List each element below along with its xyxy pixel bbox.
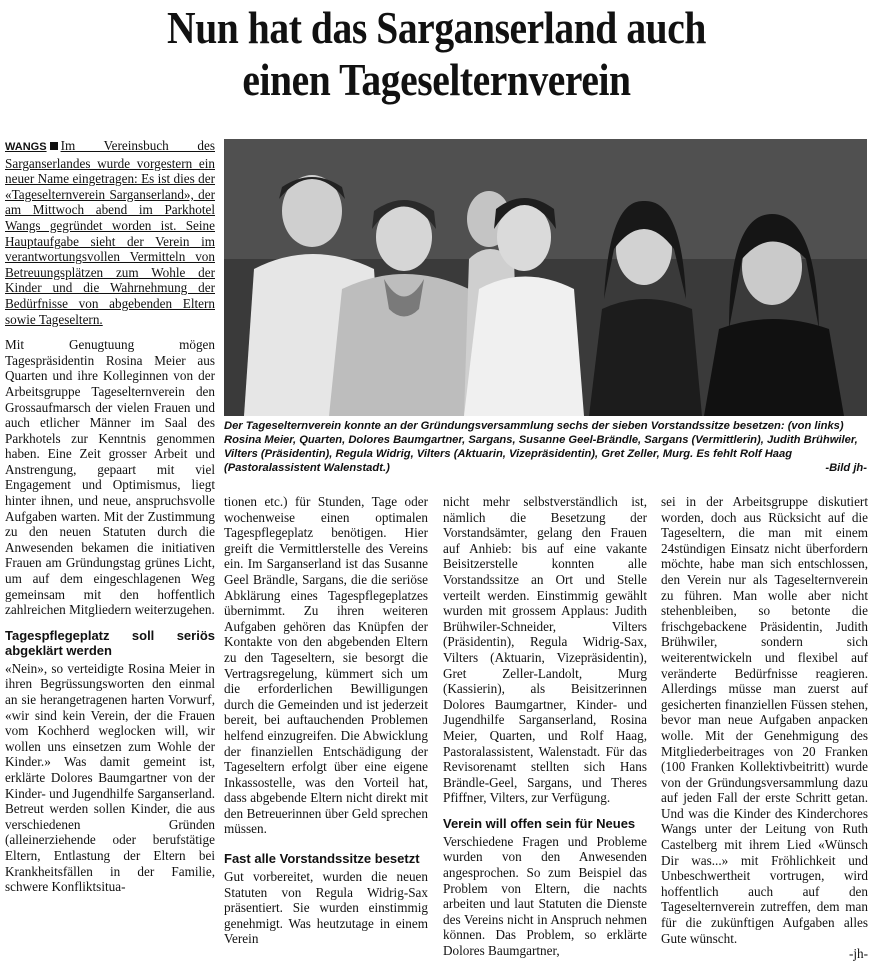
body-paragraph: Mit Genugtuung mögen Tagespräsidentin Rosina Meier aus Quarten und ihre Kolleginnen von der Arbeitsgruppe Tageselternverein den Grossaufmarsch der vielen Frauen und auch etlicher Männer im Saal des Parkhotels zur Kenntnis genommen haben. Eine Zeit grosser Arbeit und Anstrengung, gepaart mit viel Engagement und Optimismus, liegt hinter ihnen, und neue, anspruchsvolle Aufgaben warten. Mit der Zustimmung zu den neuen Statuten durch die Anwesenden bekamen die initiativen Frauen am Gründungstag grünes Licht, um auf dem eingeschlagenen Weg gemeinsam mit den hoffentlich zahlreichen Mitgliedern weiterzugehen. — [5, 337, 215, 618]
group-photo-illustration — [224, 139, 867, 416]
column-2 — [224, 494, 428, 947]
column-1 — [5, 138, 215, 895]
author-signature: -jh- — [848, 946, 868, 962]
body-paragraph: Gut vorbereitet, wurden die neuen Statuten von Regula Widrig-Sax präsentiert. Sie wurden einstimmig genehmigt. Was heutzutage in einem Verein — [224, 869, 428, 947]
bullet-icon — [50, 142, 58, 150]
lead-text: Im Vereinsbuch des Sarganserlandes wurde vorgestern ein neuer Name eingetragen: Es ist dies der «Tageselternverein Sarganserland», der am Mittwoch abend im Parkhotel Wangs gegründet worden ist. Seine Hauptaufgabe sieht der Verein im verantwortungsvollen Vermitteln von Betreuungsplätzen zum Wohle der Kinder und die Wahrnehmung der Bedürfnisse von abgebenden Eltern sowie Tageseltern. — [5, 138, 215, 327]
headline — [61, 0, 812, 104]
group-photo — [224, 139, 867, 416]
body-paragraph: «Nein», so verteidigte Rosina Meier in ihren Begrüssungsworten den einmal an sie herangetragenen harten Vorwurf, «wir sind kein Verein, der die Frauen vom Kochherd weglocken will, wir wollen uns einsetzen zum Wohle der Kinder.» Was damit gemeint ist, erklärte Dolores Baumgartner von der Kinder- und Jugendhilfe Sarganserland. Betreut werden sollen Kinder, die aus verschiedenen Gründen (alleinerziehende oder berufstätige Eltern, Entlastung der Eltern bei Krankheitsfällen in der Familie, schwere Konfliktsitua- — [5, 660, 215, 895]
body-paragraph: sei in der Arbeitsgruppe diskutiert worden, doch aus Rücksicht auf die Tageseltern, die man mit einem 24stündigen Einsatz nicht überfordern möchte, habe man sich entschlossen, den Verein nur als Tageselternverein zu führen. Man wolle aber nicht stehenbleiben, so betonte die frischgebackene Präsidentin, Judith Brühwiler, sondern sich weiterentwickeln und flexibel auf veränderte Bedürfnisse reagieren. Allerdings müsse man zuerst auf gesicherten finanziellen Füssen stehen, bevor man neue Aufgaben anpacken wolle. Mit der Genehmigung des Mitgliederbeitrages von 20 Franken (100 Franken Kollektivbeitritt) wurde von der Gründungsversammlung dazu auf jeden Fall der erste Schritt getan. Und was die Kinder des Kinderchores Wangs unter der Leitung von Ruth Castelberg mit ihrem Lied «Wünsch Dir was...» mit Fröhlichkeit und Unbeschwertheit vortrugen, wird hoffentlich auch auf den Tageselternverein zutreffen, dem man für die zukünftigen Aufgaben alles Gute wünscht. — [661, 494, 868, 946]
lead-paragraph — [5, 138, 215, 327]
body-paragraph: nicht mehr selbstverständlich ist, nämlich die Besetzung der Vorstandsämter, gelang den Frauen auf Anhieb: bis auf eine vakante Beisitzerstelle konnten alle Vorstandssitze an Ort und Stelle verteilt werden. Einstimmig gewählt wurden mit grossem Applaus: Judith Brühwiler-Schneider, Vilters (Präsidentin), Regula Widrig-Sax, Vilters (Aktuarin, Vizepräsidentin), Gret Zeller-Landolt, Murg (Kassierin), als Beisitzerinnen Dolores Baumgartner, Kinder- und Jugendhilfe Sarganserland, Rosina Meier, Quarten, und Rolf Haag, Pastoralassistent, Walenstadt. Für das Revisorenamt stellten sich Hans Brändle-Geel, Sargans, und Theres Pfiffner, Vilters, zur Verfügung. — [443, 494, 647, 806]
body-paragraph: tionen etc.) für Stunden, Tage oder wochenweise einen optimalen Tagespflegeplatz benötigen. Hier greift die Vermittlerstelle des Vereins ein. Im Sarganserland ist das Susanne Geel Brändle, Sargans, die die seriöse Abklärung eines Tagespflegeplatzes übernimmt. Zu ihren weiteren Aufgaben gehören das Knüpfen der Kontakte von den abgebenden Eltern zu den Tageseltern, sie besorgt die Vertragsregelung, kümmert sich um die erforderlichen Bewilligungen durch die Gemeinden und ist jederzeit bereit, bei auftauchenden Problemen helfend einzugreifen. Die Abwicklung der finanziellen Entschädigung der Tageseltern erfolgt über eine eigene Inkassostelle, was den Vorteil hat, dass abgebende Eltern nicht direkt mit den Betreuerinnen über Geld sprechen müssen. — [224, 494, 428, 837]
body-paragraph: Verschiedene Fragen und Probleme wurden von den Anwesenden angesprochen. So zum Beispiel das Problem von Eltern, die nachts arbeiten und laut Statuten die Dienste des Vereins nicht in Anspruch nehmen können. Das Problem, so erklärte Dolores Baumgartner, — [443, 833, 647, 959]
subheading: Tagespflegeplatz soll seriös abgeklärt werden — [5, 627, 215, 658]
photo-caption — [224, 419, 867, 475]
caption-text: Der Tageselternverein konnte an der Gründungsversammlung sechs der sieben Vorstandssitze besetzen: (von links) Rosina Meier, Quarten, Dolores Baumgartner, Sargans, Susanne Geel-Brändle, Sargans (Vermittlerin), Judith Brühwiler, Vilters (Präsidentin), Regula Widrig, Vilters (Aktuarin, Vizepräsidentin), Gret Zeller, Murg. Es fehlt Rolf Haag (Pastoralassistent Walenstadt.) — [224, 420, 858, 474]
headline-line-2: einen Tageselternverein — [242, 54, 631, 105]
subheading: Verein will offen sein für Neues — [443, 815, 636, 831]
column-4 — [661, 494, 868, 962]
photo-credit: -Bild jh- — [825, 462, 867, 474]
dateline: WANGS — [5, 141, 47, 153]
subheading: Fast alle Vorstandssitze besetzt — [224, 851, 420, 867]
headline-line-1: Nun hat das Sarganserland auch — [167, 2, 706, 53]
